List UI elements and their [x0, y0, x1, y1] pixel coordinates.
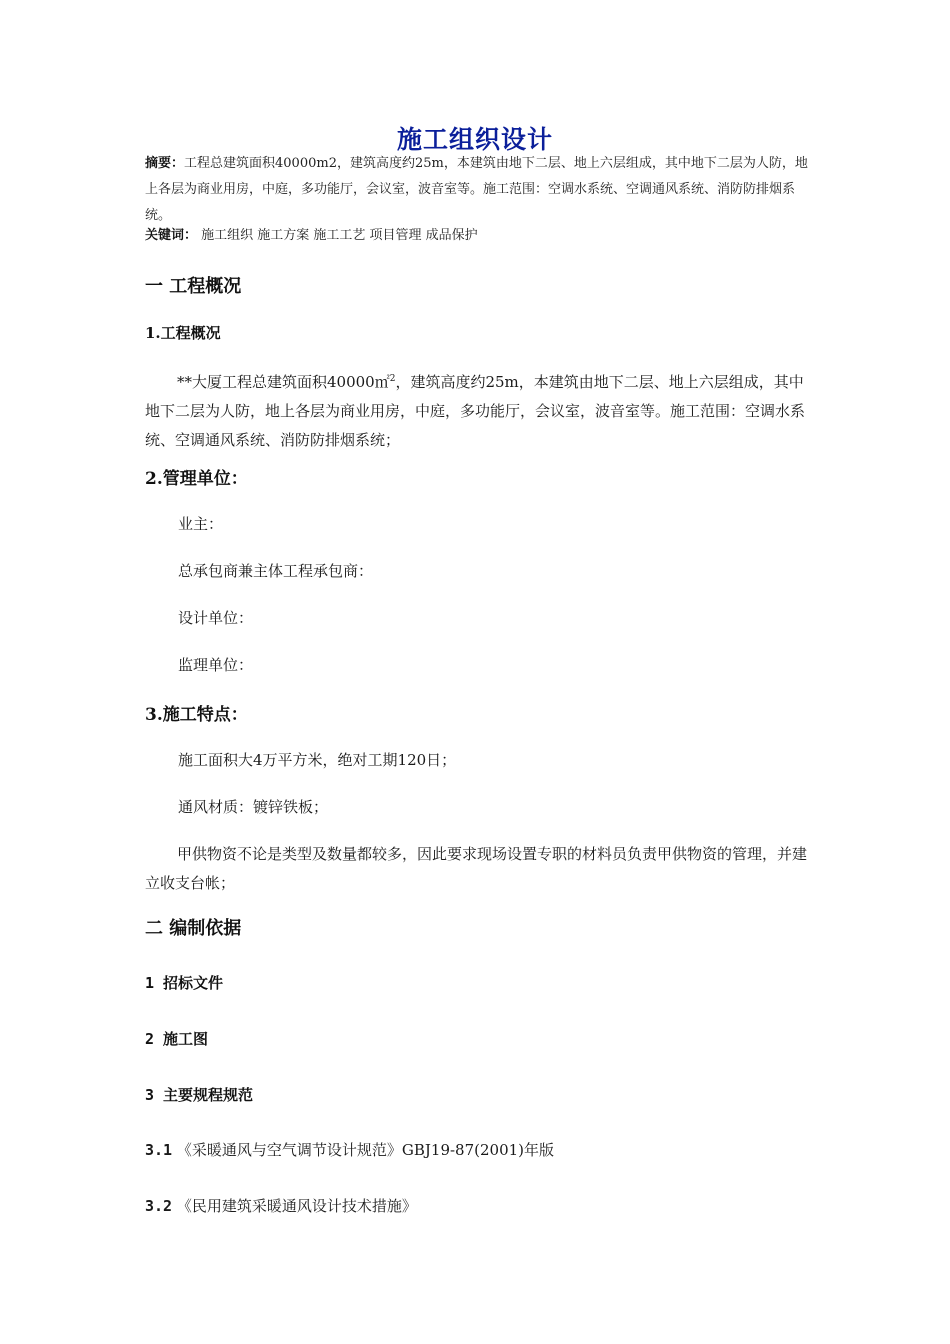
management-supervisor: 监理单位： — [178, 656, 254, 674]
management-contractor: 总承包商兼主体工程承包商： — [178, 562, 374, 580]
abstract-label: 摘要： — [145, 156, 185, 171]
ref-number: 3.2 — [145, 1197, 173, 1215]
overview-paragraph-rest: ，建筑高度约25m，本建筑由地下二层、地上六层组成，其中地下二层为人防，地上各层为商业用房，中庭，多功能厅，会议室，波音室等。施工范围：空调水系统、空调通风系统、消防防排烟系统； — [145, 373, 806, 449]
basis-ref-3-1 — [145, 1139, 554, 1160]
abstract-text: 工程总建筑面积40000m2，建筑高度约25m，本建筑由地下二层、地上六层组成，其中地下二层为人防，地上各层为商业用房，中庭，多功能厅，会议室，波音室等。施工范围：空调水系统、空调通风系统、消防防排烟系统。 — [145, 156, 808, 223]
feature-area: 施工面积大4万平方米，绝对工期120日； — [178, 751, 457, 769]
keywords-label: 关键词： — [145, 228, 198, 243]
section-heading-overview: 一 工程概况 — [145, 276, 242, 297]
overview-paragraph-start: **大厦工程总建筑面积40000㎡ — [177, 373, 390, 391]
keywords-text: 施工组织 施工方案 施工工艺 项目管理 成品保护 — [201, 228, 478, 243]
keywords — [145, 225, 817, 247]
ref-text: 《民用建筑采暖通风设计技术措施》 — [176, 1197, 417, 1215]
abstract — [145, 151, 817, 229]
basis-ref-3-2 — [145, 1195, 417, 1216]
subsection-heading-features: 3.施工特点： — [145, 705, 248, 725]
subsection-heading-management: 2.管理单位： — [145, 469, 248, 489]
management-designer: 设计单位： — [178, 609, 254, 627]
document-title: 施工组织设计 — [396, 125, 553, 154]
ref-number: 3.1 — [145, 1141, 173, 1159]
basis-item-drawings: 2 施工图 — [145, 1030, 209, 1048]
management-owner: 业主： — [178, 515, 224, 533]
overview-paragraph — [145, 365, 817, 455]
feature-material: 通风材质：镀锌铁板； — [178, 798, 329, 816]
basis-item-codes: 3 主要规程规范 — [145, 1086, 254, 1104]
subsection-heading-overview: 1.工程概况 — [145, 324, 221, 342]
section-heading-basis: 二 编制依据 — [145, 918, 242, 939]
area-superscript: 2 — [389, 374, 396, 384]
feature-supply-paragraph: 甲供物资不论是类型及数量都较多，因此要求现场设置专职的材料员负责甲供物资的管理，并建立收支台帐； — [145, 845, 808, 892]
basis-item-tender: 1 招标文件 — [145, 974, 224, 992]
ref-text: 《采暖通风与空气调节设计规范》GBJ19-87(2001)年版 — [176, 1141, 555, 1159]
